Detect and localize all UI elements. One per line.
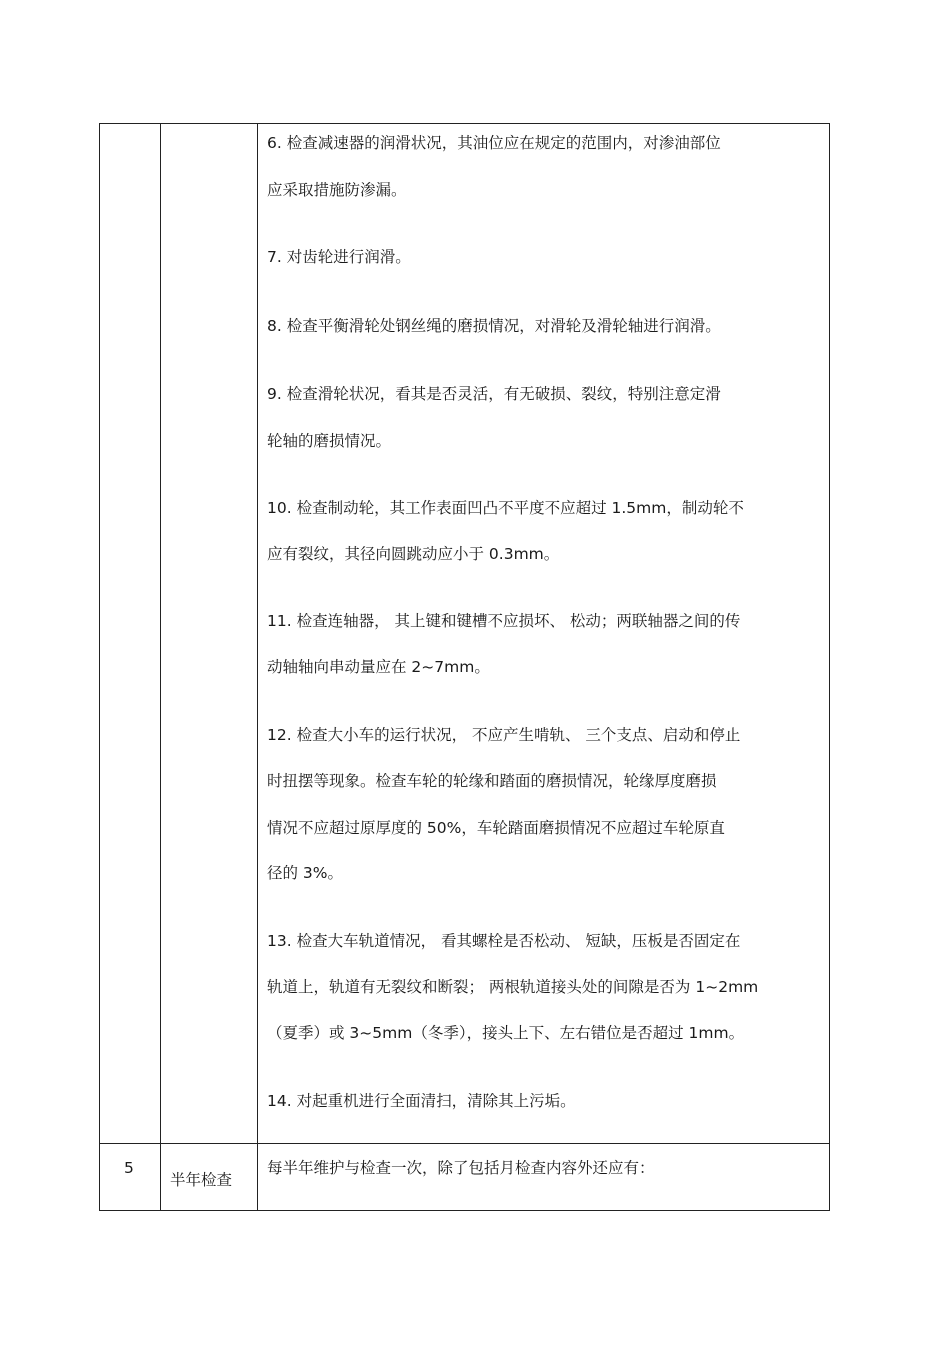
content-line: 轮轴的磨损情况。 — [267, 432, 392, 450]
content-line: 动轴轴向串动量应在 2~7mm。 — [267, 658, 490, 676]
content-line: 9. 检查滑轮状况，看其是否灵活，有无破损、裂纹，特别注意定滑 — [267, 385, 721, 403]
row-content: 每半年维护与检查一次，除了包括月检查内容外还应有： — [267, 1159, 655, 1177]
content-line: 10. 检查制动轮，其工作表面凹凸不平度不应超过 1.5mm，制动轮不 — [267, 499, 744, 517]
content-line: 11. 检查连轴器， 其上键和键槽不应损坏、 松动；两联轴器之间的传 — [267, 612, 741, 630]
content-line: 13. 检查大车轨道情况， 看其螺栓是否松动、 短缺，压板是否固定在 — [267, 932, 741, 950]
content-line: 7. 对齿轮进行润滑。 — [267, 248, 411, 266]
content-line: 时扭摆等现象。检查车轮的轮缘和踏面的磨损情况，轮缘厚度磨损 — [267, 772, 717, 790]
column-divider-1 — [160, 124, 161, 1210]
content-line: 12. 检查大小车的运行状况， 不应产生啃轨、 三个支点、启动和停止 — [267, 726, 741, 744]
row-divider — [100, 1143, 829, 1144]
content-line: 径的 3%。 — [267, 864, 344, 882]
content-line: 应有裂纹，其径向圆跳动应小于 0.3mm。 — [267, 545, 560, 563]
content-line: （夏季）或 3~5mm（冬季），接头上下、左右错位是否超过 1mm。 — [267, 1024, 745, 1042]
content-line: 轨道上，轨道有无裂纹和断裂； 两根轨道接头处的间隙是否为 1~2mm — [267, 978, 759, 996]
content-line: 8. 检查平衡滑轮处钢丝绳的磨损情况，对滑轮及滑轮轴进行润滑。 — [267, 317, 721, 335]
content-line: 情况不应超过原厚度的 50%，车轮踏面磨损情况不应超过车轮原直 — [267, 819, 725, 837]
content-line: 6. 检查减速器的润滑状况，其油位应在规定的范围内，对渗油部位 — [267, 134, 721, 152]
row-number: 5 — [124, 1159, 134, 1177]
row-category: 半年检查 — [170, 1171, 233, 1189]
content-line: 14. 对起重机进行全面清扫，清除其上污垢。 — [267, 1092, 576, 1110]
content-line: 应采取措施防渗漏。 — [267, 181, 407, 199]
maintenance-table — [99, 123, 830, 1211]
column-divider-2 — [257, 124, 258, 1210]
